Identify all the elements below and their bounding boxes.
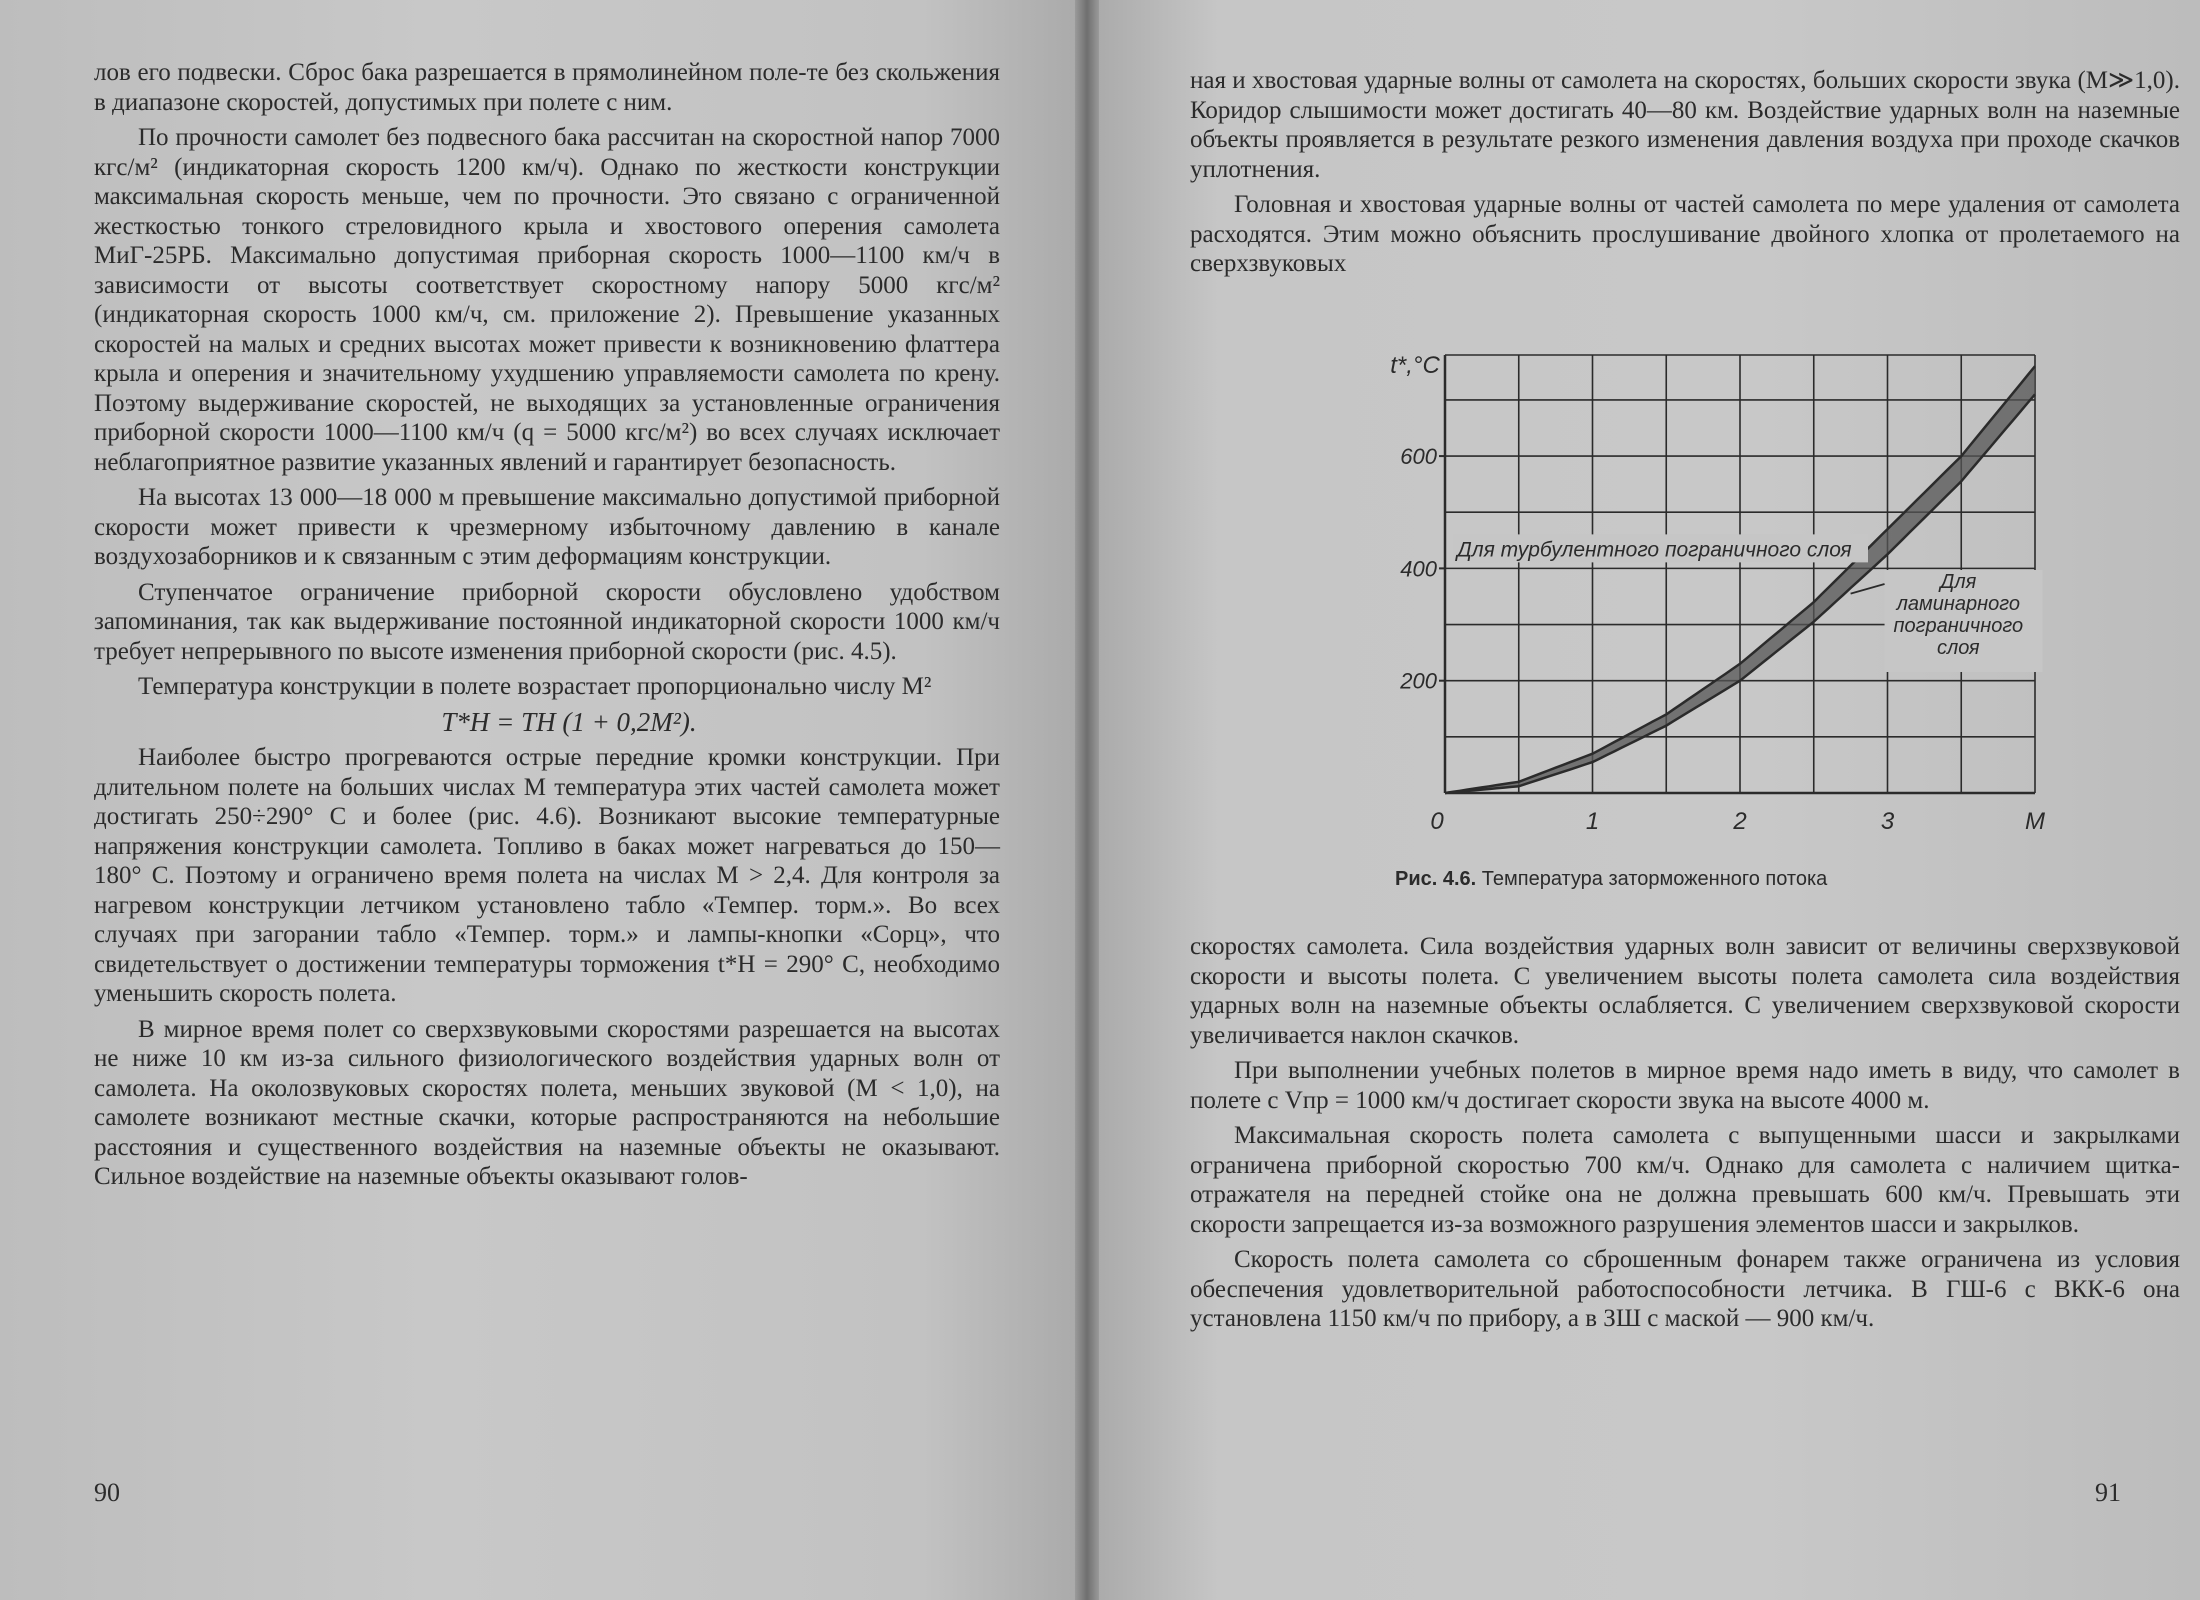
paragraph: На высотах 13 000—18 000 м превышение максимально допустимой приборной скорости может привести к чрезмерному избыточному давлению в канале воздухозаборников и к связанным с этим деформациям конструкции. [94,484,1000,570]
formula: T*H = TH (1 + 0,2M²). [441,706,697,737]
paragraph: При выполнении учебных полетов в мирное время надо иметь в виду, что самолет в полете с Vпр = 1000 км/ч достигает скорости звука на высоте 4000 м. [1190,1057,2180,1114]
figure-number: Рис. 4.6. [1395,868,1477,890]
paragraph: скоростях самолета. Сила воздействия ударных волн зависит от величины сверхзвуковой скорости и высоты полета. С увеличением высоты полета самолета сила воздействия ударных волн на наземные объекты ослабляется. С увеличением сверхзвуковой скорости увеличивается наклон скачков. [1190,933,2180,1049]
x-tick-label: 3 [1880,808,1895,835]
annotation-laminar-line: пограничного [1893,615,2024,637]
right-text-column-bottom [1190,932,2180,1340]
x-tick-label: 0 [1430,808,1444,835]
paragraph: Головная и хвостовая ударные волны от частей самолета по мере удаления от самолета расходятся. Этим можно объяснить прослушивание двойного хлопка от пролетаемого на сверхзвуковых [1190,191,2180,277]
right-text-column-top [1190,66,2180,285]
y-axis-label: t*,°C [1390,352,1440,379]
paragraph: В мирное время полет со сверхзвуковыми скоростями разрешается на высотах не ниже 10 км из-за сильного физиологического воздействия ударных волн от самолета. На околозвуковых скоростях полета, меньших звуковой (М < 1,0), на самолете возникают местные скачки, которые распространяются на небольшие расстояния и существенного воздействия на наземные объекты не оказывают. Сильное воздействие на наземные объекты оказывают голов- [94,1015,1000,1190]
left-text-column [94,58,1000,1198]
annotation-laminar-line: Для [1940,571,1977,593]
x-tick-label: 1 [1585,808,1600,835]
paragraph: Ступенчатое ограничение приборной скорости обусловлено удобством запоминания, так как выдерживание постоянной индикаторной скорости 1000 км/ч требует непрерывного по высоте изменения приборной скорости (рис. 4.5). [94,578,1000,665]
paragraph: Скорость полета самолета со сброшенным фонарем также ограничена из условия обеспечения удовлетворительной работоспособности летчика. В ГШ-6 с ВКК-6 она установлена 1150 км/ч по прибору, а в ЗШ с маской — 900 км/ч. [1190,1246,2180,1332]
book-gutter [1075,0,1099,1600]
annotation-turbulent: Для турбулентного пограничного слоя [1457,538,1852,562]
paragraph: ная и хвостовая ударные волны от самолета на скоростях, больших скорости звука (М≫1,0). Коридор слышимости может достигать 40—80 км. Воздействие ударных волн на наземные объекты проявляется в результате резкого изменения давления воздуха при проходе скачков уплотнения. [1190,67,2180,183]
paragraph: Наиболее быстро прогреваются острые передние кромки конструкции. При длительном полете на больших числах М температура этих частей самолета может достигать 250÷290° С и более (рис. 4.6). Возникают высокие температурные напряжения конструкции самолета. Топливо в баках может нагреваться до 150—180° С. Поэтому и ограничено время полета на числах М > 2,4. Для контроля за нагревом конструкции летчиком установлено табло «Темпер. торм.». Во всех случаях при загорании табло «Темпер. торм.» и лампы-кнопки «Сорц», что свидетельствует о достижении температуры торможения t*H = 290° С, необходимо уменьшить скорость полета. [94,744,1000,1007]
paragraph: лов его подвески. Сброс бака разрешается в прямолинейном поле-те без скольжения в диапазоне скоростей, допустимых при полете с ним. [94,59,1000,116]
chart-svg [1265,335,2125,895]
y-tick-label: 600 [1400,444,1437,470]
page-number: 91 [2095,1478,2121,1507]
paragraph: Максимальная скорость полета самолета с выпущенными шасси и закрылками ограничена приборной скоростью 700 км/ч. Однако для самолета с наличием щитка-отражателя на передней стойке она не должна превышать 600 км/ч. Превышать эти скорости запрещается из-за возможного разрушения элементов шасси и закрылков. [1190,1122,2180,1238]
x-tick-label: 2 [1733,808,1747,835]
annotation-leader [1851,584,1885,594]
figure-title: Температура заторможенного потока [1481,868,1828,890]
paragraph: Температура конструкции в полете возрастает пропорционально числу М² [138,673,932,700]
y-tick-label: 200 [1400,668,1437,694]
annotation-laminar-line: ламинарного [1896,593,2020,615]
y-tick-label: 400 [1400,556,1437,582]
figure-caption [1395,868,1827,891]
page-number: 90 [94,1478,120,1507]
temperature-chart [1265,335,2125,895]
x-tick-label: M [2025,808,2045,835]
paragraph: По прочности самолет без подвесного бака рассчитан на скоростной напор 7000 кгс/м² (индикаторная скорость 1200 км/ч). Однако по жесткости конструкции максимальная скорость меньше, чем по прочности. Это связано с ограниченной жесткостью тонкого стреловидного крыла и хвостового оперения самолета МиГ-25РБ. Максимально допустимая приборная скорость 1000—1100 км/ч в зависимости от высоты соответствует скоростному напору 5000 кгс/м² (индикаторная скорость 1000 км/ч, см. приложение 2). Превышение указанных скоростей на малых и средних высотах может привести к возникновению флаттера крыла и оперения и значительному ухудшению управляемости самолета по крену. Поэтому выдерживание скоростей, не выходящих за установленные ограничения приборной скорости 1000—1100 км/ч (q = 5000 кгс/м²) во всех случаях исключает неблагоприятное развитие указанных явлений и гарантирует безопасность. [94,124,1000,476]
left-page [0,0,1085,1600]
annotation-laminar-line: слоя [1936,637,1980,659]
right-page [1085,0,2200,1600]
